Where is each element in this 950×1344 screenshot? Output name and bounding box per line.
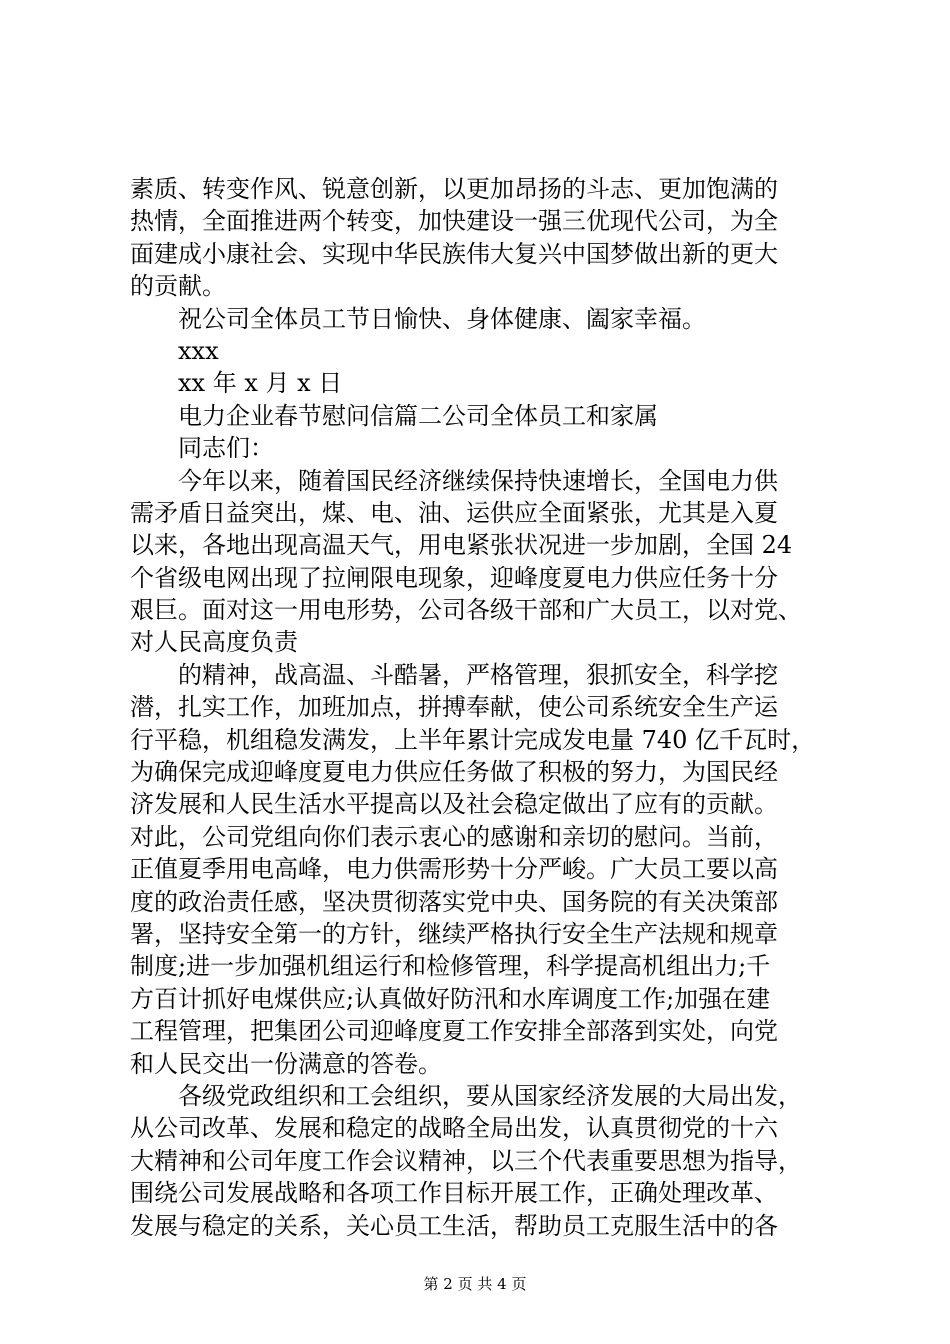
text-line: 面建成小康社会、实现中华民族伟大复兴中国梦做出新的更大 <box>130 239 778 268</box>
text-line: 度的政治责任感，坚决贯彻落实党中央、国务院的有关决策部 <box>130 887 778 916</box>
text-line: 素质、转变作风、锐意创新，以更加昂扬的斗志、更加饱满的 <box>130 175 778 203</box>
text-line: 济发展和人民生活水平提高以及社会稳定做出了应有的贡献。 <box>130 790 778 819</box>
text-line: 各级党政组织和工会组织，要从国家经济发展的大局出发， <box>178 1081 802 1110</box>
letter-body <box>130 173 842 1242</box>
text-line: 和人民交出一份满意的答卷。 <box>130 1049 442 1078</box>
text-line: 围绕公司发展战略和各项工作目标开展工作，正确处理改革、 <box>130 1179 778 1208</box>
text-line: 潜，扎实工作，加班加点，拼搏奉献，使公司系统安全生产运 <box>130 693 778 722</box>
text-line: 正值夏季用电高峰，电力供需形势十分严峻。广大员工要以高 <box>130 855 778 884</box>
text-line: 的贡献。 <box>130 272 226 301</box>
text-line: 同志们： <box>178 434 274 463</box>
text-line: 今年以来，随着国民经济继续保持快速增长，全国电力供 <box>178 466 778 495</box>
text-line: 发展与稳定的关系，关心员工生活，帮助员工克服生活中的各 <box>130 1211 778 1240</box>
text-line: 从公司改革、发展和稳定的战略全局出发，认真贯彻党的十六 <box>130 1114 778 1143</box>
text-line: 需矛盾日益突出，煤、电、油、运供应全面紧张，尤其是入夏 <box>130 498 778 527</box>
text-line: xx 年 x 月 x 日 <box>178 369 343 398</box>
text-line: 为确保完成迎峰度夏电力供应任务做了积极的努力，为国民经 <box>130 758 778 787</box>
text-line: xxx <box>178 336 219 365</box>
text-line: 制度;进一步加强机组运行和检修管理，科学提高机组出力;千 <box>130 952 771 981</box>
text-line: 对人民高度负责 <box>130 628 298 657</box>
text-line: 行平稳，机组稳发满发，上半年累计完成发电量 740 亿千瓦时， <box>130 725 816 754</box>
text-line: 署，坚持安全第一的方针，继续严格执行安全生产法规和规章 <box>130 919 778 948</box>
text-line: 祝公司全体员工节日愉快、身体健康、阖家幸福。 <box>178 304 706 333</box>
text-line: 以来，各地出现高温天气，用电紧张状况进一步加剧，全国 24 <box>130 531 793 560</box>
text-line: 工程管理，把集团公司迎峰度夏工作安排全部落到实处，向党 <box>130 1017 778 1046</box>
text-line: 大精神和公司年度工作会议精神，以三个代表重要思想为指导， <box>130 1146 802 1175</box>
text-line: 个省级电网出现了拉闸限电现象，迎峰度夏电力供应任务十分 <box>130 563 778 592</box>
text-line: 热情，全面推进两个转变，加快建设一强三优现代公司，为全 <box>130 207 778 236</box>
text-line: 对此，公司党组向你们表示衷心的感谢和亲切的慰问。当前， <box>130 822 778 851</box>
text-line: 的精神，战高温、斗酷暑，严格管理，狠抓安全，科学挖 <box>178 660 778 689</box>
page-footer: 第 2 页 共 4 页 <box>423 1275 527 1293</box>
text-line: 电力企业春节慰问信篇二公司全体员工和家属 <box>178 401 658 430</box>
text-line: 方百计抓好电煤供应;认真做好防汛和水库调度工作;加强在建 <box>130 984 771 1013</box>
text-line: 艰巨。面对这一用电形势，公司各级干部和广大员工，以对党、 <box>130 596 802 625</box>
